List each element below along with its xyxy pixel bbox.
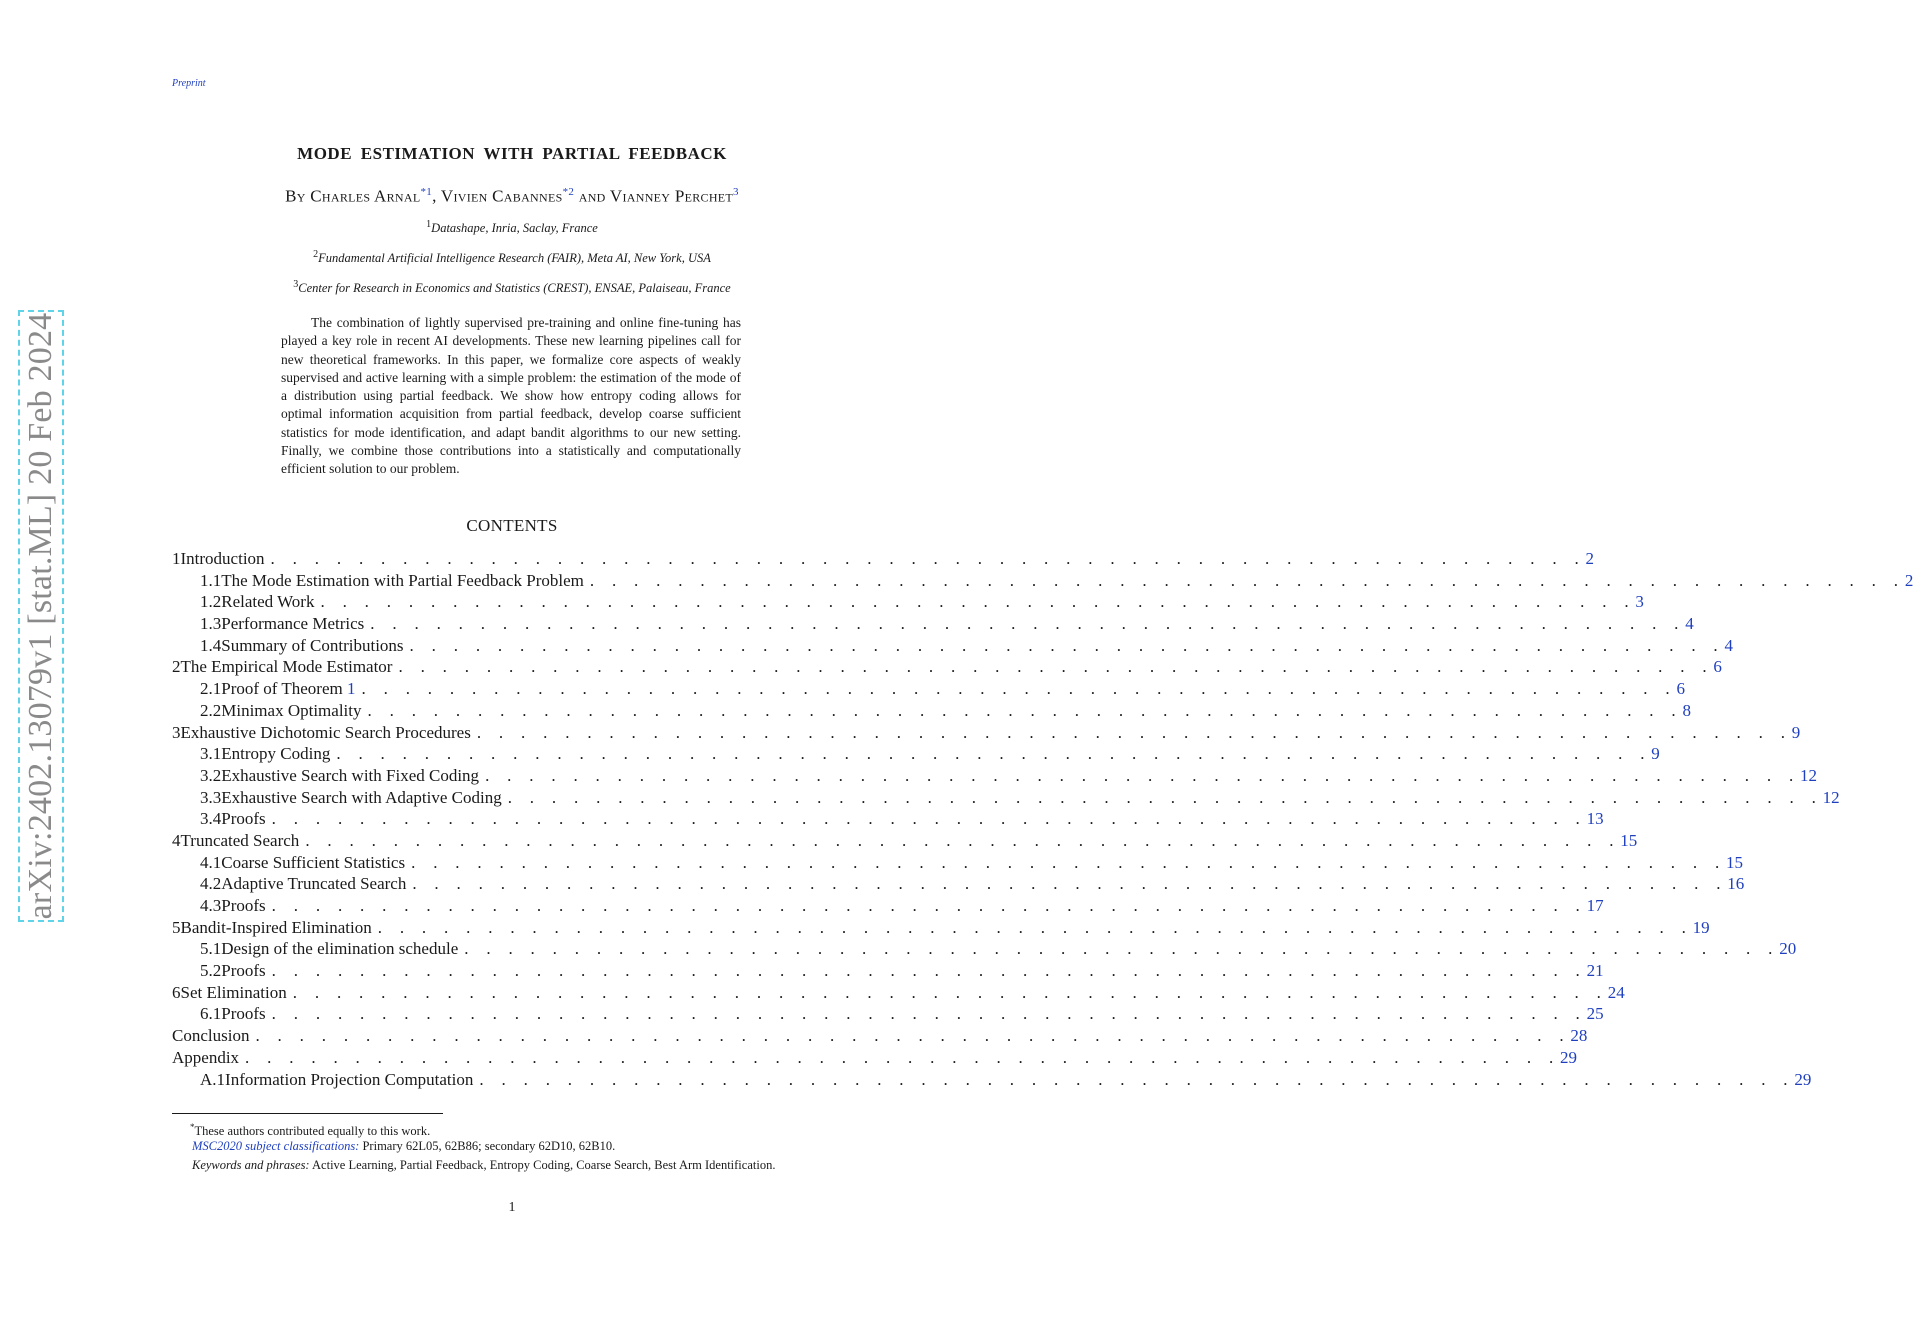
toc-entry[interactable]	[172, 830, 1638, 852]
toc-entry-title[interactable]	[221, 895, 271, 917]
toc-entry[interactable]	[172, 808, 1604, 830]
toc-entry-number: 4.2	[200, 874, 222, 894]
toc-entry-title[interactable]	[221, 960, 271, 982]
author-name: Charles Arnal	[310, 186, 421, 206]
toc-entry-title[interactable]	[221, 591, 320, 613]
toc-entry-title[interactable]	[172, 1047, 245, 1069]
paper-title: MODE ESTIMATION WITH PARTIAL FEEDBACK	[297, 144, 727, 163]
toc-entry-number: 3.1	[200, 744, 222, 764]
author-sup[interactable]: 3	[733, 186, 739, 198]
affiliation-number: 3	[293, 279, 299, 290]
toc-entry[interactable]	[172, 1047, 1577, 1069]
toc-leader-dots: . . . . . . . . . . . . . . . . . . . . . . . . . . . . . . . . . . . . . . . . . . . . . . . . . . . . . . . . . . . .	[464, 939, 1780, 959]
toc-entry-title-text: Proofs	[221, 809, 266, 829]
toc-leader-dots: . . . . . . . . . . . . . . . . . . . . . . . . . . . . . . . . . . . . . . . . . . . . . . . . . . . . . . . . . . . .	[479, 1069, 1795, 1089]
toc-entry[interactable]	[172, 678, 1685, 700]
affiliation	[0, 249, 1024, 266]
affiliation	[0, 279, 1024, 296]
toc-entry[interactable]	[172, 982, 1625, 1004]
footnote-rule	[172, 1113, 443, 1114]
toc-page-link[interactable]: 29	[1560, 1047, 1577, 1067]
toc-entry[interactable]	[172, 570, 1913, 592]
toc-leader-dots: . . . . . . . . . . . . . . . . . . . . . . . . . . . . . . . . . . . . . . . . . . . . . . . . . . . . . . . . . . . .	[271, 896, 1587, 915]
toc-entry-title-text: Exhaustive Search with Fixed Coding	[221, 765, 480, 785]
toc-entry-title-text: Proofs	[221, 1004, 266, 1024]
affiliation-number: 1	[426, 219, 432, 230]
toc-entry[interactable]	[172, 722, 1801, 744]
author-name: Vivien Cabannes	[440, 186, 563, 206]
toc-entry[interactable]	[172, 938, 1797, 960]
toc-entry-number: 1	[172, 549, 181, 568]
toc-leader-dots: . . . . . . . . . . . . . . . . . . . . . . . . . . . . . . . . . . . . . . . . . . . . . . . . . . . . . . . . . . . .	[589, 570, 1905, 590]
toc-page-link[interactable]: 25	[1586, 1004, 1604, 1024]
toc-leader-dots: . . . . . . . . . . . . . . . . . . . . . . . . . . . . . . . . . . . . . . . . . . . . . . . . . . . . . . . . . . . .	[367, 700, 1683, 720]
page-number: 1	[508, 1200, 516, 1215]
toc-entry[interactable]	[172, 895, 1604, 917]
toc-page-link[interactable]: 6	[1676, 679, 1685, 699]
toc-entry-number: 3.4	[200, 809, 222, 829]
toc-entry-title-text: The Empirical Mode Estimator	[180, 657, 393, 677]
toc-entry-number: 2.2	[200, 700, 222, 720]
toc-entry[interactable]	[172, 613, 1694, 635]
author-sup[interactable]: *1	[420, 186, 433, 198]
toc-page-link[interactable]: 21	[1586, 961, 1604, 981]
toc-entry-title-text: Appendix	[172, 1047, 240, 1067]
toc-leader-dots: . . . . . . . . . . . . . . . . . . . . . . . . . . . . . . . . . . . . . . . . . . . . . . . . . . . . . . . . . . . .	[361, 679, 1677, 699]
toc-entry-title-text: Coarse Sufficient Statistics	[221, 852, 406, 872]
toc-entry-number: 4.3	[200, 896, 222, 915]
toc-leader-dots: . . . . . . . . . . . . . . . . . . . . . . . . . . . . . . . . . . . . . . . . . . . . . . . . . . . . . . . . . . . .	[398, 657, 1714, 677]
toc-entry-title-text: Minimax Optimality	[221, 700, 362, 720]
arxiv-stamp[interactable]: arXiv:2402.13079v1 [stat.ML] 20 Feb 2024	[22, 312, 59, 920]
footnote-msc	[192, 1137, 870, 1156]
toc-leader-dots: . . . . . . . . . . . . . . . . . . . . . . . . . . . . . . . . . . . . . . . . . . . . . . . . . . . . . . . . . . . .	[305, 830, 1621, 850]
toc-entry-title[interactable]	[181, 656, 399, 678]
table-of-contents	[172, 548, 1913, 1090]
toc-entry-title[interactable]	[221, 700, 367, 722]
footnote-keywords	[172, 1156, 850, 1175]
affiliation-text: Center for Research in Economics and Statistics (CREST), ENSAE, Palaiseau, France	[298, 281, 731, 296]
msc-link[interactable]: MSC2020 subject classifications:	[192, 1139, 360, 1153]
preprint-label: Preprint	[172, 78, 206, 89]
toc-page-link[interactable]: 13	[1586, 809, 1604, 829]
toc-entry[interactable]	[172, 1025, 1588, 1047]
toc-entry-title-text: Exhaustive Search with Adaptive Coding	[221, 787, 502, 807]
toc-entry-title[interactable]	[221, 938, 464, 960]
toc-entry-number: A.1	[200, 1069, 226, 1089]
toc-leader-dots: . . . . . . . . . . . . . . . . . . . . . . . . . . . . . . . . . . . . . . . . . . . . . . . . . . . . . . . . . . . .	[255, 1026, 1571, 1046]
toc-entry-number: 1.2	[200, 592, 222, 612]
toc-entry-title[interactable]	[221, 743, 336, 765]
toc-page-link[interactable]: 16	[1727, 874, 1745, 894]
toc-entry-title[interactable]	[221, 808, 271, 830]
toc-entry-title[interactable]	[221, 852, 411, 874]
toc-leader-dots: . . . . . . . . . . . . . . . . . . . . . . . . . . . . . . . . . . . . . . . . . . . . . . . . . . . . . . . . . . . .	[271, 809, 1587, 829]
toc-leader-dots: . . . . . . . . . . . . . . . . . . . . . . . . . . . . . . . . . . . . . . . . . . . . . . . . . . . . . . . . . . . .	[411, 852, 1727, 872]
toc-entry[interactable]	[172, 743, 1660, 765]
affiliation-text: Fundamental Artificial Intelligence Research (FAIR), Meta AI, New York, USA	[318, 251, 711, 266]
toc-entry[interactable]	[172, 873, 1745, 895]
toc-leader-dots: . . . . . . . . . . . . . . . . . . . . . . . . . . . . . . . . . . . . . . . . . . . . . . . . . . . . . . . . . . . .	[271, 961, 1587, 981]
toc-entry-title-text: Conclusion	[172, 1026, 250, 1046]
toc-entry-title-text: Summary of Contributions	[221, 635, 404, 655]
toc-leader-dots: . . . . . . . . . . . . . . . . . . . . . . . . . . . . . . . . . . . . . . . . . . . . . . . . . . . . . . . . . . . .	[271, 1004, 1587, 1024]
toc-page-link[interactable]: 9	[1791, 722, 1801, 742]
toc-entry-title[interactable]	[221, 570, 590, 592]
toc-entry-number: 5.1	[200, 939, 222, 959]
affiliation-text: Datashape, Inria, Saclay, France	[431, 221, 598, 236]
author-list: By Charles Arnal$^{*1}$, Vivien Cabannes$^{*2}$ and Vianney Perchet$^3$	[285, 186, 739, 206]
toc-page-link[interactable]: 20	[1779, 939, 1797, 959]
toc-entry-title-text: Adaptive Truncated Search	[221, 874, 407, 894]
toc-page-link[interactable]: 2	[1904, 570, 1913, 590]
toc-entry-number: 4.1	[200, 852, 222, 872]
toc-leader-dots: . . . . . . . . . . . . . . . . . . . . . . . . . . . . . . . . . . . . . . . . . . . . . . . . . . . . . . . . . . . .	[409, 635, 1725, 655]
toc-entry-number: 4	[172, 830, 181, 850]
toc-entry[interactable]	[172, 591, 1644, 613]
toc-entry-title-text: Introduction	[180, 549, 265, 568]
abstract: The combination of lightly supervised pre-training and online fine-tuning has played a key role in recent AI developments. These new learning pipelines call for new theoretical frameworks. In this paper, we formalize core aspects of weakly supervised and active learning with a simple problem: the estimation of the mode of a distribution using partial feedback. We show how entropy coding allows for optimal information acquisition from partial feedback, develop coarse sufficient statistics for mode identification, and adapt bandit algorithms to our new setting. Finally, we combine those contributions into a statistically and computationally efficient solution to our problem.	[281, 315, 741, 477]
toc-entry[interactable]	[172, 765, 1818, 787]
toc-page-link[interactable]: 12	[1822, 787, 1840, 807]
toc-leader-dots: . . . . . . . . . . . . . . . . . . . . . . . . . . . . . . . . . . . . . . . . . . . . . . . . . . . . . . . . . . . .	[320, 592, 1636, 612]
footnote-marker: *	[190, 1122, 195, 1132]
toc-page-link[interactable]: 15	[1620, 830, 1638, 850]
toc-entry-title[interactable]	[181, 722, 477, 744]
toc-leader-dots: . . . . . . . . . . . . . . . . . . . . . . . . . . . . . . . . . . . . . . . . . . . . . . . . . . . . . . . . . . . .	[336, 744, 1652, 764]
toc-entry-number: 3	[172, 722, 181, 742]
toc-entry-number: 1.4	[200, 635, 222, 655]
toc-leader-dots: . . . . . . . . . . . . . . . . . . . . . . . . . . . . . . . . . . . . . . . . . . . . . . . . . . . . . . . . . . . .	[485, 765, 1801, 785]
toc-entry-title[interactable]	[221, 873, 412, 895]
author-sup[interactable]: *2	[562, 186, 575, 198]
toc-page-link[interactable]: 3	[1635, 592, 1644, 612]
toc-entry[interactable]	[172, 1003, 1604, 1025]
toc-entry-number: 2.1	[200, 679, 222, 699]
toc-entry-title[interactable]	[221, 678, 361, 700]
toc-leader-dots: . . . . . . . . . . . . . . . . . . . . . . . . . . . . . . . . . . . . . . . . . . . . . . . . . . . . . . . . . . . .	[245, 1047, 1560, 1067]
toc-entry-title[interactable]	[181, 548, 271, 570]
toc-entry-title-text: Proof of Theorem	[221, 679, 347, 699]
toc-entry-title-text: Related Work	[221, 592, 315, 612]
toc-entry-number: 5.2	[200, 961, 222, 981]
toc-page-link[interactable]: 19	[1692, 917, 1710, 937]
toc-entry-title[interactable]	[221, 787, 507, 809]
toc-entry[interactable]	[172, 917, 1710, 939]
toc-leader-dots: . . . . . . . . . . . . . . . . . . . . . . . . . . . . . . . . . . . . . . . . . . . . . . . . . . . . . . . . . . . .	[377, 917, 1693, 937]
toc-page-link[interactable]: 15	[1726, 852, 1744, 872]
toc-page-link[interactable]: 8	[1682, 700, 1691, 720]
toc-entry-title-text: Performance Metrics	[221, 614, 365, 634]
and-word: and	[578, 186, 606, 206]
toc-leader-dots: . . . . . . . . . . . . . . . . . . . . . . . . . . . . . . . . . . . . . . . . . . . . . . . . . . . . . . . . . . . .	[370, 614, 1686, 634]
toc-leader-dots: . . . . . . . . . . . . . . . . . . . . . . . . . . . . . . . . . . . . . . . . . . . . . . . . . . . . . . . . . . . .	[507, 787, 1823, 807]
theorem-ref-link[interactable]: 1	[347, 679, 356, 699]
footnote-text: These authors contributed equally to this work.	[194, 1124, 431, 1139]
toc-page-link[interactable]: 12	[1800, 765, 1818, 785]
toc-entry[interactable]	[172, 1069, 1812, 1091]
toc-entry-title[interactable]	[181, 982, 293, 1004]
toc-entry-number: 6	[172, 982, 181, 1002]
toc-entry-title-text: Proofs	[221, 896, 266, 915]
toc-entry[interactable]	[172, 548, 1594, 570]
toc-entry[interactable]	[172, 852, 1744, 874]
toc-page-link[interactable]: 28	[1570, 1026, 1588, 1046]
toc-entry[interactable]	[172, 635, 1733, 657]
keywords-label: Keywords and phrases:	[192, 1158, 310, 1172]
keywords-text: Active Learning, Partial Feedback, Entropy Coding, Coarse Search, Best Arm Identification.	[312, 1158, 776, 1172]
toc-entry[interactable]	[172, 656, 1722, 678]
toc-entry[interactable]	[172, 700, 1691, 722]
toc-entry-title[interactable]	[221, 613, 370, 635]
msc-text: Primary 62L05, 62B86; secondary 62D10, 62B10.	[362, 1139, 616, 1153]
toc-entry-title[interactable]	[221, 765, 485, 787]
toc-entry-title-text: Bandit-Inspired Elimination	[180, 917, 372, 937]
toc-entry-title[interactable]	[172, 1025, 255, 1047]
toc-entry-title-text: Information Projection Computation	[225, 1069, 474, 1089]
toc-entry-number: 1.1	[200, 570, 222, 590]
toc-entry-title[interactable]	[221, 635, 409, 657]
by-word: By	[285, 186, 306, 206]
toc-entry[interactable]	[172, 960, 1604, 982]
toc-entry-number: 5	[172, 917, 181, 937]
toc-entry-title[interactable]	[221, 1003, 271, 1025]
toc-page-link[interactable]: 4	[1724, 635, 1733, 655]
toc-page-link[interactable]: 29	[1794, 1069, 1812, 1089]
toc-page-link[interactable]: 6	[1713, 657, 1722, 677]
toc-entry-title-text: Set Elimination	[180, 982, 287, 1002]
toc-entry-title-text: Truncated Search	[180, 830, 300, 850]
toc-entry-title-text: Entropy Coding	[221, 744, 331, 764]
contents-heading: CONTENTS	[466, 516, 558, 535]
toc-entry-number: 6.1	[200, 1004, 222, 1024]
toc-page-link[interactable]: 24	[1607, 982, 1625, 1002]
toc-page-link[interactable]: 2	[1585, 549, 1594, 568]
toc-entry-title-text: Proofs	[221, 961, 266, 981]
toc-entry[interactable]	[172, 787, 1840, 809]
toc-entry-title[interactable]	[225, 1069, 479, 1091]
toc-entry-number: 3.3	[200, 787, 222, 807]
toc-entry-title-text: Design of the elimination schedule	[221, 939, 459, 959]
toc-entry-title[interactable]	[181, 830, 306, 852]
toc-leader-dots: . . . . . . . . . . . . . . . . . . . . . . . . . . . . . . . . . . . . . . . . . . . . . . . . . . . . . . . . . . . .	[476, 722, 1792, 742]
affiliation	[0, 219, 1024, 236]
affiliation-number: 2	[313, 249, 319, 260]
toc-entry-title-text: Exhaustive Dichotomic Search Procedures	[180, 722, 471, 742]
toc-page-link[interactable]: 9	[1651, 744, 1660, 764]
toc-entry-title[interactable]	[181, 917, 378, 939]
toc-leader-dots: . . . . . . . . . . . . . . . . . . . . . . . . . . . . . . . . . . . . . . . . . . . . . . . . . . . . . . . . . . . .	[292, 982, 1608, 1002]
toc-leader-dots: . . . . . . . . . . . . . . . . . . . . . . . . . . . . . . . . . . . . . . . . . . . . . . . . . . . . . . . . . . . .	[412, 874, 1728, 894]
toc-leader-dots: . . . . . . . . . . . . . . . . . . . . . . . . . . . . . . . . . . . . . . . . . . . . . . . . . . . . . . . . . . . .	[270, 549, 1586, 568]
toc-entry-title-text: The Mode Estimation with Partial Feedback Problem	[221, 570, 584, 590]
toc-entry-number: 1.3	[200, 614, 222, 634]
toc-page-link[interactable]: 17	[1586, 896, 1604, 915]
toc-page-link[interactable]: 4	[1685, 614, 1694, 634]
toc-entry-number: 3.2	[200, 765, 222, 785]
author-name: Vianney Perchet	[609, 186, 734, 206]
toc-entry-number: 2	[172, 657, 181, 677]
